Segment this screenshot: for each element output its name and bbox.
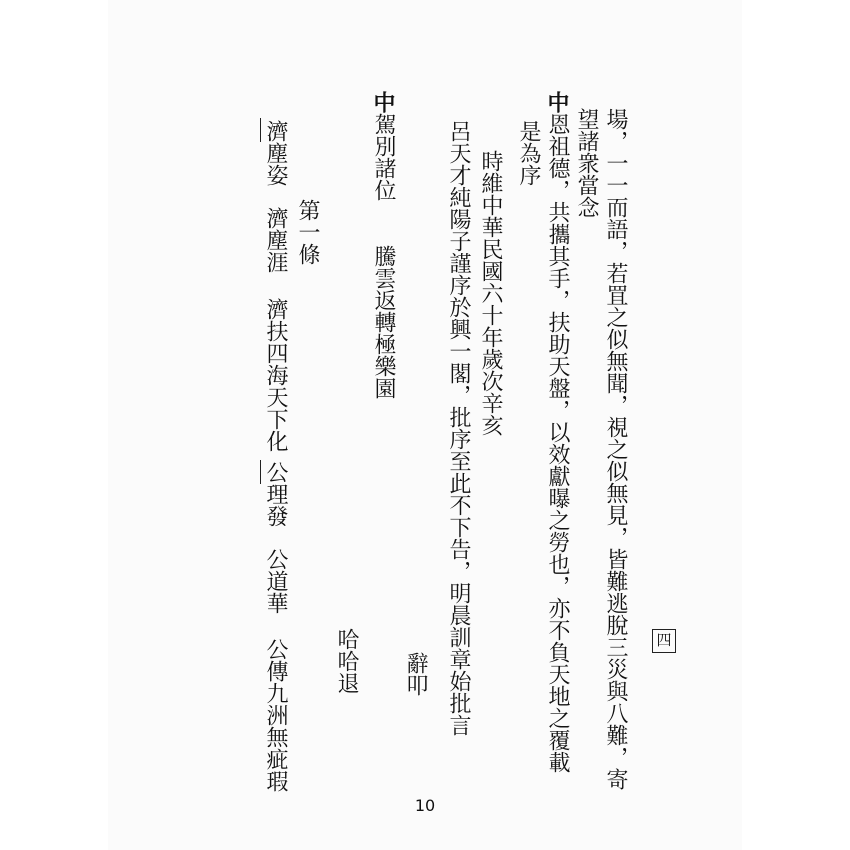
text-line: 濟塵姿	[263, 120, 288, 186]
text-line: 是為序	[516, 120, 541, 186]
text-line: 呂天才純陽子謹序於興一閣，批序至此不下告，明晨訓章始批言	[446, 120, 471, 736]
paper-sheet	[108, 0, 742, 850]
text-column-9	[335, 628, 361, 694]
text-line: 公道華	[263, 548, 288, 614]
text-line: 場，一一而語，若罝之似無聞，視之似無見，皆難逃脫三災與八難，寄	[603, 108, 628, 790]
section-heading: 第一條	[295, 199, 320, 265]
text-column-7	[404, 652, 430, 696]
text-column-4	[517, 120, 543, 186]
verse-phrase-5	[264, 548, 290, 614]
verse-phrase-2	[264, 207, 290, 273]
date-line: 時維中華民國六十年歲次辛亥	[478, 150, 503, 436]
text-column-6	[447, 120, 473, 736]
text-line: 辭叩	[403, 652, 428, 696]
text-column-2	[575, 108, 601, 218]
page-section-marker: 四	[652, 629, 676, 653]
text-line: 濟扶四海天下化	[263, 298, 288, 452]
text-column-8	[372, 91, 398, 399]
verse-phrase-3	[264, 298, 290, 452]
text-column-10	[296, 199, 322, 265]
verse-phrase-4	[264, 461, 290, 527]
text-column-3	[546, 91, 572, 773]
elevated-character: 中	[370, 91, 396, 113]
verse-phrase-1	[264, 120, 290, 186]
text-line: 公傳九洲無疵瑕	[263, 638, 288, 792]
text-line: 恩祖德，共攜其手，扶助天盤，以效獻曝之勞也，亦不負天地之覆載	[545, 113, 570, 773]
page-number: 10	[414, 796, 436, 815]
verse-phrase-6	[264, 638, 290, 792]
text-line: 駕別諸位 騰雲返轉極樂園	[371, 113, 396, 399]
text-line: 望諸衆當念	[574, 108, 599, 218]
elevated-character: 中	[544, 91, 570, 113]
text-line: 公理發	[263, 461, 288, 527]
text-column-1	[604, 108, 630, 790]
text-line: 哈哈退	[334, 628, 359, 694]
text-column-5	[479, 150, 505, 436]
text-line: 濟塵涯	[263, 207, 288, 273]
